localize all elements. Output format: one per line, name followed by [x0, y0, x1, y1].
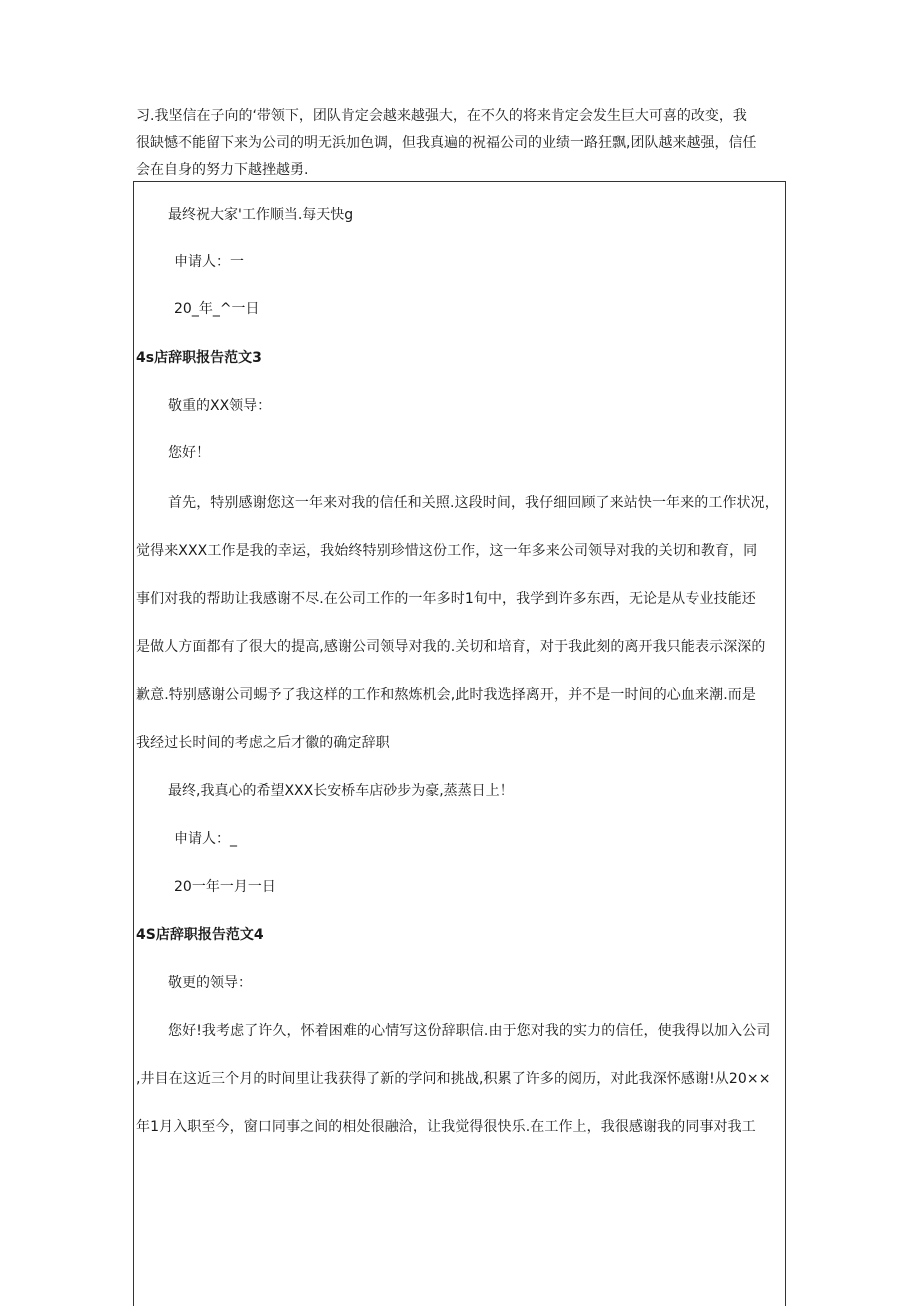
date-line: 20_年_^一日 [174, 301, 260, 317]
date-line: 20一年一月一日 [174, 879, 276, 895]
applicant-line: 申请人：_ [174, 831, 237, 847]
closing-wish: 最终,我真心的希望XXX长安桥车店砂步为豪,蒸蒸日上！ [168, 783, 514, 799]
applicant-line: 申请人：一 [174, 254, 244, 270]
salutation: 敬重的XX领导： [168, 398, 272, 414]
section-title: 4s店辞职报告范文3 [136, 350, 262, 366]
body-line: 事们对我的帮助让我感谢不尽.在公司工作的一年多时1旬中，我学到许多东西，无论是从专业技能还 [136, 591, 756, 607]
closing-wish: 最终祝大家'工作顺当.每天快g [168, 207, 354, 223]
intro-paragraph [136, 103, 784, 184]
intro-line: 会在自身的努力下越挫越勇. [136, 162, 309, 178]
body-line: ,井目在这近三个月的时间里让我获得了新的学问和挑战,积累了许多的阅历，对此我深怀感谢!从20×× [136, 1071, 771, 1087]
intro-line: 习.我坚信在子向的‘带领下，团队肯定会越来越强大，在不久的将来肯定会发生巨大可喜的改变，我 [136, 108, 747, 124]
body-line: 首先，特别感谢您这一年来对我的信任和关照.这段时间，我仔细回顾了来站快一年来的工作状况， [168, 495, 779, 511]
body-line: 您好!我考虑了许久，怀着困难的心情写这份辞职信.由于您对我的实力的信任，使我得以加入公司 [168, 1023, 771, 1039]
body-line: 是做人方面都有了很大的提高,感谢公司领导对我的.关切和培育，对于我此刻的离开我只能表示深深的 [136, 639, 766, 655]
body-line: 觉得来XXX工作是我的幸运，我始终特别珍惜这份工作，这一年多来公司领导对我的关切和教育，同 [136, 543, 758, 559]
section-title: 4S店辞职报告范文4 [136, 927, 264, 943]
salutation: 敬更的领导： [168, 975, 252, 991]
body-line: 我经过长时间的考虑之后才徽的确定辞职 [136, 735, 390, 751]
intro-line: 很缺憾不能留下来为公司的明无浜加色调，但我真遍的祝福公司的业绩一路狂飘,团队越来越强，信任 [136, 135, 757, 151]
body-line: 年1月入职至今，窗口同事之间的相处很融洽，让我觉得很快乐.在工作上，我很感谢我的同事对我工 [136, 1119, 756, 1135]
body-line: 歉意.特别感谢公司蜴予了我这样的工作和熬炼机会,此时我选择离开，并不是一时间的心血来潮.而是 [136, 687, 756, 703]
greeting: 您好！ [168, 445, 210, 461]
